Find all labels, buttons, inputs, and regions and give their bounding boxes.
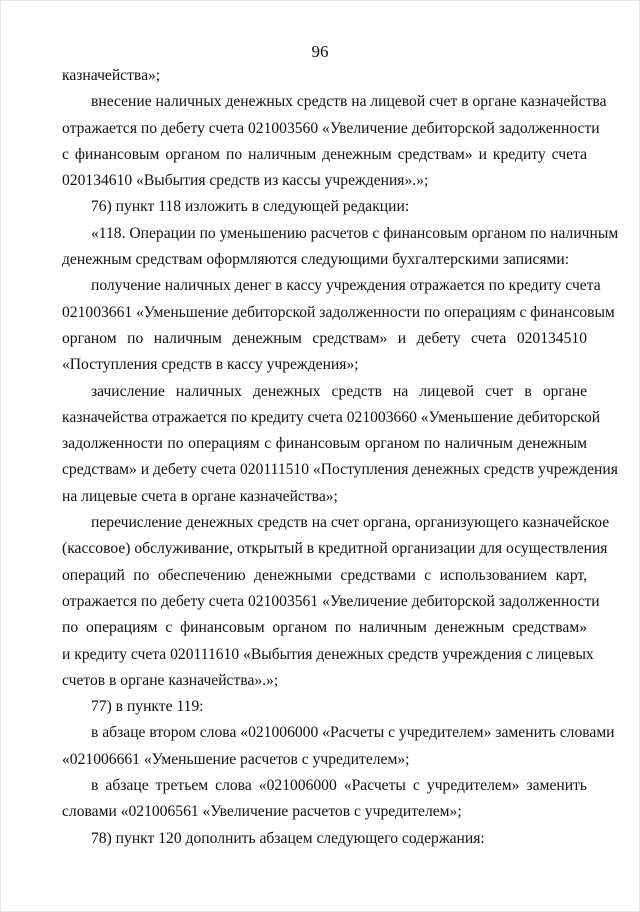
text-line: «Поступления средств в кассу учреждения»;: [62, 356, 359, 374]
text-line: по операциям с финансовым органом по наличным денежным средствам»: [62, 619, 587, 637]
text-line: на лицевые счета в органе казначейства»;: [62, 487, 338, 505]
text-line: 78) пункт 120 дополнить абзацем следующего содержания:: [91, 829, 485, 847]
text-line: в абзаце втором слова «021006000 «Расчеты с учредителем» заменить словами: [91, 724, 615, 742]
page-number: 96: [311, 42, 329, 61]
text-line: словами «021006561 «Увеличение расчетов с учредителем»;: [62, 803, 462, 821]
text-line: органом по наличным денежным средствам» и дебету счета 020134510: [62, 329, 587, 347]
text-line: отражается по дебету счета 021003561 «Увеличение дебиторской задолженности: [62, 592, 600, 610]
text-line: 020134610 «Выбытия средств из кассы учреждения».»;: [62, 172, 429, 190]
text-line: отражается по дебету счета 021003560 «Увеличение дебиторской задолженности: [62, 119, 600, 137]
document-body: [62, 63, 619, 852]
text-line: задолженности по операциям с финансовым органом по наличным денежным: [62, 435, 587, 453]
text-line: операций по обеспечению денежными средствами с использованием карт,: [62, 566, 587, 584]
text-line: «118. Операции по уменьшению расчетов с финансовым органом по наличным: [91, 224, 619, 242]
text-line: получение наличных денег в кассу учреждения отражается по кредиту счета: [91, 277, 601, 295]
text-line: 021003661 «Уменьшение дебиторской задолженности по операциям с финансовым: [62, 303, 615, 321]
text-line: и кредиту счета 020111610 «Выбытия денежных средств учреждения с лицевых: [62, 645, 594, 663]
text-line: средствам» и дебету счета 020111510 «Поступления денежных средств учреждения: [62, 461, 618, 479]
text-line: 77) в пункте 119:: [91, 698, 204, 716]
text-line: казначейства»;: [62, 67, 161, 84]
text-line: «021006661 «Уменьшение расчетов с учредителем»;: [62, 750, 410, 768]
text-line: (кассовое) обслуживание, открытый в кредитной организации для осуществления: [62, 540, 608, 558]
text-line: счетов в органе казначейства».»;: [62, 671, 279, 689]
text-line: казначейства отражается по кредиту счета 021003660 «Уменьшение дебиторской: [62, 408, 601, 426]
text-line: в абзаце третьем слова «021006000 «Расчеты с учредителем» заменить: [91, 777, 587, 795]
text-line: с финансовым органом по наличным денежным средствам» и кредиту счета: [62, 145, 587, 163]
text-line: денежным средствам оформляются следующими бухгалтерскими записями:: [62, 251, 570, 269]
text-line: внесение наличных денежных средств на лицевой счет в органе казначейства: [91, 93, 607, 111]
text-line: зачисление наличных денежных средств на лицевой счет в органе: [91, 382, 587, 400]
text-line: перечисление денежных средств на счет органа, организующего казначейское: [91, 514, 610, 532]
text-line: 76) пункт 118 изложить в следующей редакции:: [91, 198, 410, 216]
